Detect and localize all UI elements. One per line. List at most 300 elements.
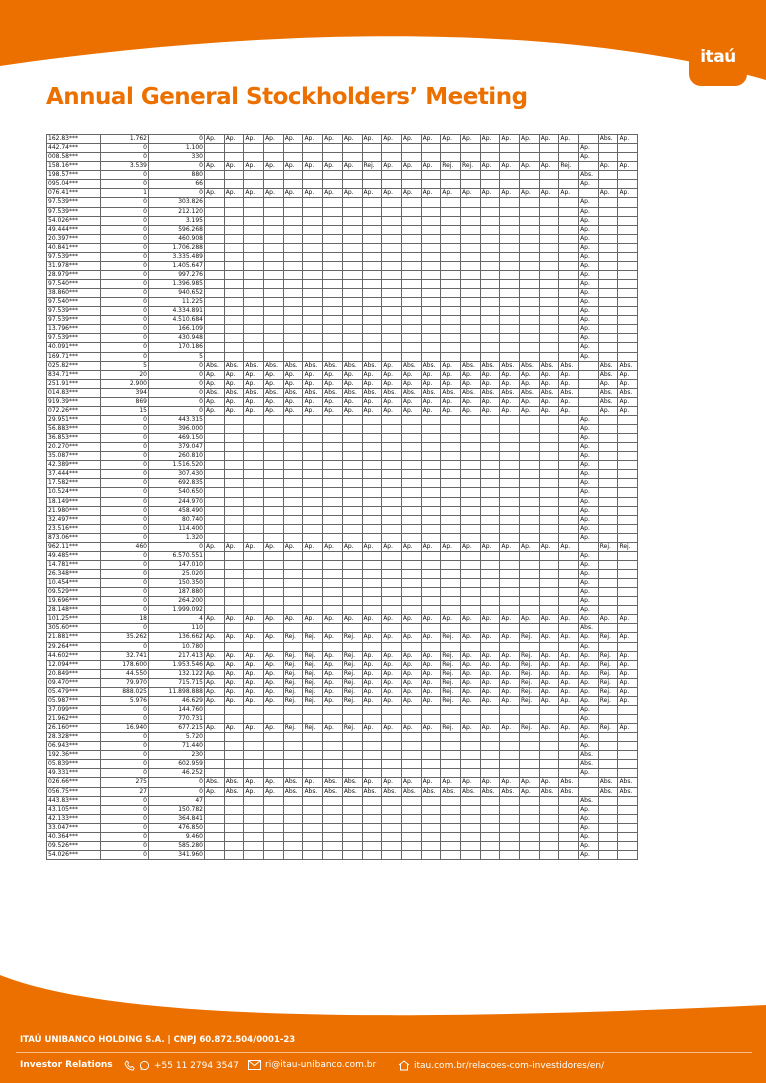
vote-cell xyxy=(520,850,540,859)
vote-cell xyxy=(500,588,520,597)
table-row xyxy=(47,434,658,443)
vote-cell xyxy=(520,624,540,633)
share-count-cell: 0 xyxy=(149,778,205,787)
vote-cell: Abs. xyxy=(224,388,244,397)
vote-cell: Abs. xyxy=(598,787,618,796)
vote-cell: Ap. xyxy=(579,651,599,660)
vote-cell xyxy=(303,289,323,298)
share-count-cell: 0 xyxy=(101,814,149,823)
share-count-cell: 4.334.891 xyxy=(149,307,205,316)
vote-cell: Rej. xyxy=(283,678,303,687)
vote-cell xyxy=(559,805,579,814)
share-count-cell: 0 xyxy=(101,850,149,859)
vote-cell: Ap. xyxy=(579,289,599,298)
vote-cell xyxy=(441,551,461,560)
vote-cell xyxy=(559,243,579,252)
share-count-cell: 0 xyxy=(101,325,149,334)
vote-cell xyxy=(283,216,303,225)
vote-cell xyxy=(539,252,559,261)
vote-cell xyxy=(500,243,520,252)
vote-cell: Ap. xyxy=(579,615,599,624)
vote-cell: Ap. xyxy=(205,678,225,687)
vote-cell xyxy=(539,216,559,225)
vote-cell xyxy=(500,805,520,814)
table-row xyxy=(47,533,658,542)
share-count-cell: 9.460 xyxy=(149,832,205,841)
table-row xyxy=(47,370,658,379)
share-count-cell: 0 xyxy=(101,570,149,579)
vote-cell xyxy=(421,252,441,261)
vote-cell: Ap. xyxy=(323,162,343,171)
vote-cell xyxy=(362,570,382,579)
vote-cell: Ap. xyxy=(421,189,441,198)
vote-cell xyxy=(264,597,284,606)
vote-cell xyxy=(224,343,244,352)
vote-cell xyxy=(598,497,618,506)
vote-cell xyxy=(362,144,382,153)
vote-cell xyxy=(323,742,343,751)
vote-cell xyxy=(244,497,264,506)
vote-cell: Ap. xyxy=(205,787,225,796)
table-row xyxy=(47,733,658,742)
holder-id-cell: 40.091*** xyxy=(47,343,101,352)
vote-cell xyxy=(244,760,264,769)
vote-cell: Ap. xyxy=(520,189,540,198)
vote-cell xyxy=(421,624,441,633)
vote-cell xyxy=(598,316,618,325)
vote-cell xyxy=(303,850,323,859)
vote-cell xyxy=(323,497,343,506)
vote-cell: Ap. xyxy=(460,189,480,198)
vote-cell xyxy=(323,479,343,488)
vote-cell: Abs. xyxy=(303,787,323,796)
vote-cell xyxy=(441,805,461,814)
vote-cell xyxy=(224,171,244,180)
vote-cell xyxy=(303,198,323,207)
vote-cell xyxy=(520,289,540,298)
vote-cell xyxy=(244,415,264,424)
vote-cell xyxy=(342,198,362,207)
vote-cell xyxy=(283,316,303,325)
vote-cell xyxy=(244,144,264,153)
vote-cell xyxy=(460,760,480,769)
vote-cell xyxy=(264,452,284,461)
vote-cell xyxy=(224,425,244,434)
vote-cell: Abs. xyxy=(421,787,441,796)
vote-cell xyxy=(205,715,225,724)
vote-cell xyxy=(460,588,480,597)
share-count-cell: 260.810 xyxy=(149,452,205,461)
share-count-cell: 0 xyxy=(101,280,149,289)
vote-cell: Ap. xyxy=(224,162,244,171)
holder-id-cell: 26.348*** xyxy=(47,570,101,579)
vote-cell xyxy=(480,760,500,769)
vote-cell xyxy=(362,461,382,470)
holder-id-cell: 05.839*** xyxy=(47,760,101,769)
vote-cell xyxy=(559,796,579,805)
vote-cell: Ap. xyxy=(460,724,480,733)
vote-cell: Ap. xyxy=(579,316,599,325)
holder-id-cell: 076.41*** xyxy=(47,189,101,198)
vote-cell xyxy=(342,180,362,189)
vote-cell: Abs. xyxy=(598,370,618,379)
vote-cell xyxy=(362,434,382,443)
vote-cell: Ap. xyxy=(382,660,402,669)
vote-cell: Ap. xyxy=(244,370,264,379)
share-count-cell: 0 xyxy=(101,352,149,361)
share-count-cell: 430.948 xyxy=(149,334,205,343)
vote-cell xyxy=(520,415,540,424)
vote-cell xyxy=(244,823,264,832)
vote-cell xyxy=(480,144,500,153)
phone-number: +55 11 2794 3547 xyxy=(154,1060,239,1071)
vote-cell: Abs. xyxy=(618,388,638,397)
vote-cell xyxy=(480,560,500,569)
vote-cell xyxy=(480,171,500,180)
vote-cell: Ap. xyxy=(205,651,225,660)
vote-cell xyxy=(559,153,579,162)
vote-cell xyxy=(598,751,618,760)
vote-cell: Ap. xyxy=(579,243,599,252)
vote-cell: Ap. xyxy=(559,651,579,660)
vote-cell xyxy=(283,207,303,216)
vote-cell xyxy=(401,533,421,542)
table-row xyxy=(47,216,658,225)
vote-cell: Ap. xyxy=(224,696,244,705)
vote-cell: Ap. xyxy=(520,370,540,379)
share-count-cell: 0 xyxy=(101,234,149,243)
vote-cell: Ap. xyxy=(421,651,441,660)
vote-cell xyxy=(520,198,540,207)
holder-id-cell: 443.83*** xyxy=(47,796,101,805)
vote-cell: Rej. xyxy=(303,651,323,660)
vote-cell xyxy=(224,198,244,207)
vote-cell xyxy=(244,814,264,823)
vote-cell: Abs. xyxy=(342,787,362,796)
vote-cell xyxy=(382,606,402,615)
vote-cell xyxy=(224,316,244,325)
table-row xyxy=(47,724,658,733)
vote-cell xyxy=(401,742,421,751)
vote-cell xyxy=(342,470,362,479)
vote-cell xyxy=(520,579,540,588)
holder-id-cell: 14.781*** xyxy=(47,560,101,569)
vote-cell xyxy=(342,796,362,805)
vote-cell xyxy=(401,551,421,560)
table-row xyxy=(47,542,658,551)
vote-cell xyxy=(401,796,421,805)
vote-cell xyxy=(520,606,540,615)
vote-cell: Ap. xyxy=(579,814,599,823)
table-row xyxy=(47,832,658,841)
vote-cell: Ap. xyxy=(323,696,343,705)
vote-cell xyxy=(539,144,559,153)
vote-cell xyxy=(205,434,225,443)
vote-cell: Ap. xyxy=(303,370,323,379)
vote-cell: Ap. xyxy=(500,778,520,787)
vote-cell: Abs. xyxy=(342,388,362,397)
vote-cell: Ap. xyxy=(441,778,461,787)
share-count-cell: 187.880 xyxy=(149,588,205,597)
vote-cell xyxy=(421,153,441,162)
vote-cell xyxy=(401,560,421,569)
vote-cell: Ap. xyxy=(460,687,480,696)
vote-cell xyxy=(441,524,461,533)
vote-cell xyxy=(264,280,284,289)
vote-cell xyxy=(618,642,638,651)
share-count-cell: 10.780 xyxy=(149,642,205,651)
vote-cell: Ap. xyxy=(421,397,441,406)
vote-cell: Ap. xyxy=(244,660,264,669)
vote-cell xyxy=(303,153,323,162)
vote-cell: Ap. xyxy=(539,379,559,388)
vote-cell xyxy=(618,325,638,334)
email-address: ri@itau-unibanco.com.br xyxy=(265,1060,377,1070)
vote-cell xyxy=(224,733,244,742)
vote-cell xyxy=(598,579,618,588)
vote-cell: Ap. xyxy=(579,633,599,642)
vote-cell xyxy=(460,289,480,298)
vote-cell: Ap. xyxy=(480,370,500,379)
website-link[interactable] xyxy=(398,1060,604,1071)
vote-cell: Ap. xyxy=(500,370,520,379)
vote-cell xyxy=(264,551,284,560)
vote-cell: Ap. xyxy=(579,225,599,234)
vote-cell xyxy=(618,841,638,850)
vote-cell xyxy=(598,144,618,153)
vote-cell xyxy=(244,597,264,606)
vote-cell: Ap. xyxy=(480,696,500,705)
vote-cell xyxy=(382,461,402,470)
phone-contact[interactable] xyxy=(124,1060,239,1071)
share-count-cell: 5.720 xyxy=(149,733,205,742)
vote-cell: Ap. xyxy=(401,162,421,171)
vote-cell: Ap. xyxy=(579,705,599,714)
vote-cell xyxy=(421,597,441,606)
vote-cell xyxy=(283,234,303,243)
vote-cell: Ap. xyxy=(244,778,264,787)
vote-cell xyxy=(303,733,323,742)
vote-cell xyxy=(539,551,559,560)
vote-cell xyxy=(342,225,362,234)
vote-cell: Ap. xyxy=(421,542,441,551)
investor-relations-text: Investor Relations xyxy=(20,1060,113,1070)
vote-cell: Ap. xyxy=(264,162,284,171)
vote-cell xyxy=(401,624,421,633)
vote-cell xyxy=(460,796,480,805)
vote-cell: Ap. xyxy=(205,406,225,415)
vote-cell xyxy=(224,597,244,606)
vote-cell xyxy=(303,334,323,343)
vote-cell xyxy=(303,606,323,615)
vote-cell: Abs. xyxy=(579,624,599,633)
vote-cell xyxy=(579,189,599,198)
vote-cell: Rej. xyxy=(283,669,303,678)
share-count-cell: 0 xyxy=(101,715,149,724)
vote-cell xyxy=(342,560,362,569)
vote-cell xyxy=(362,307,382,316)
vote-cell xyxy=(520,751,540,760)
vote-cell xyxy=(382,497,402,506)
vote-cell xyxy=(500,715,520,724)
vote-cell xyxy=(224,153,244,162)
vote-cell xyxy=(244,334,264,343)
vote-cell xyxy=(283,524,303,533)
vote-cell xyxy=(598,597,618,606)
vote-cell: Ap. xyxy=(244,379,264,388)
table-row xyxy=(47,850,658,859)
share-count-cell: 0 xyxy=(101,434,149,443)
vote-cell xyxy=(264,814,284,823)
vote-cell xyxy=(480,515,500,524)
vote-cell xyxy=(283,760,303,769)
vote-cell: Ap. xyxy=(303,406,323,415)
vote-cell xyxy=(618,334,638,343)
vote-cell xyxy=(264,760,284,769)
vote-cell xyxy=(500,261,520,270)
vote-cell xyxy=(500,606,520,615)
vote-cell xyxy=(283,425,303,434)
vote-cell xyxy=(539,705,559,714)
vote-cell xyxy=(520,642,540,651)
vote-cell xyxy=(598,624,618,633)
vote-cell: Ap. xyxy=(520,542,540,551)
vote-cell: Rej. xyxy=(520,678,540,687)
vote-cell: Abs. xyxy=(205,388,225,397)
vote-cell: Rej. xyxy=(598,542,618,551)
vote-cell xyxy=(421,488,441,497)
vote-cell xyxy=(244,606,264,615)
vote-cell xyxy=(244,751,264,760)
vote-cell: Abs. xyxy=(460,361,480,370)
vote-cell xyxy=(342,207,362,216)
vote-cell xyxy=(460,261,480,270)
share-count-cell: 0 xyxy=(149,361,205,370)
vote-cell: Abs. xyxy=(323,787,343,796)
vote-cell xyxy=(205,234,225,243)
table-row xyxy=(47,461,658,470)
vote-cell xyxy=(441,452,461,461)
vote-cell xyxy=(441,751,461,760)
vote-cell xyxy=(362,814,382,823)
vote-cell: Ap. xyxy=(579,334,599,343)
table-row xyxy=(47,406,658,415)
share-count-cell: 3.539 xyxy=(101,162,149,171)
vote-cell: Abs. xyxy=(539,787,559,796)
vote-cell xyxy=(460,225,480,234)
vote-cell xyxy=(283,325,303,334)
vote-cell xyxy=(382,343,402,352)
share-count-cell: 35.262 xyxy=(101,633,149,642)
vote-cell: Ap. xyxy=(421,135,441,144)
share-count-cell: 27 xyxy=(101,787,149,796)
vote-cell xyxy=(441,624,461,633)
vote-cell: Ap. xyxy=(579,261,599,270)
vote-cell: Ap. xyxy=(539,687,559,696)
vote-cell xyxy=(598,715,618,724)
vote-cell: Ap. xyxy=(342,189,362,198)
vote-cell xyxy=(618,769,638,778)
holder-id-cell: 54.026*** xyxy=(47,850,101,859)
vote-cell xyxy=(303,180,323,189)
vote-cell xyxy=(362,642,382,651)
vote-cell: Rej. xyxy=(283,696,303,705)
share-count-cell: 20 xyxy=(101,370,149,379)
vote-cell xyxy=(382,443,402,452)
vote-cell: Ap. xyxy=(598,406,618,415)
page-title: Annual General Stockholders’ Meeting xyxy=(46,84,528,110)
holder-id-cell: 162.83*** xyxy=(47,135,101,144)
vote-cell: Ap. xyxy=(401,135,421,144)
vote-cell xyxy=(460,316,480,325)
table-row xyxy=(47,135,658,144)
vote-cell xyxy=(460,252,480,261)
vote-cell xyxy=(421,497,441,506)
vote-cell xyxy=(500,796,520,805)
share-count-cell: 0 xyxy=(149,787,205,796)
vote-cell xyxy=(342,144,362,153)
vote-cell: Ap. xyxy=(382,406,402,415)
vote-cell: Ap. xyxy=(205,135,225,144)
vote-cell xyxy=(382,280,402,289)
vote-cell: Ap. xyxy=(421,778,441,787)
vote-cell xyxy=(520,261,540,270)
email-contact[interactable] xyxy=(248,1060,376,1070)
vote-cell xyxy=(224,624,244,633)
vote-cell xyxy=(382,252,402,261)
vote-cell xyxy=(421,551,441,560)
vote-cell xyxy=(480,570,500,579)
vote-cell xyxy=(401,325,421,334)
vote-cell xyxy=(539,443,559,452)
vote-cell xyxy=(421,742,441,751)
vote-cell xyxy=(460,153,480,162)
table-row xyxy=(47,823,658,832)
vote-cell xyxy=(303,624,323,633)
vote-cell: Ap. xyxy=(205,397,225,406)
vote-cell: Ap. xyxy=(401,669,421,678)
vote-cell: Ap. xyxy=(480,724,500,733)
share-count-cell: 1.396.985 xyxy=(149,280,205,289)
vote-cell xyxy=(421,352,441,361)
vote-cell xyxy=(244,434,264,443)
vote-cell xyxy=(480,180,500,189)
vote-cell xyxy=(342,814,362,823)
vote-cell xyxy=(598,832,618,841)
vote-cell xyxy=(283,814,303,823)
vote-cell xyxy=(559,551,579,560)
vote-cell xyxy=(618,343,638,352)
vote-cell xyxy=(421,841,441,850)
vote-cell xyxy=(205,606,225,615)
vote-cell: Ap. xyxy=(500,696,520,705)
vote-cell: Ap. xyxy=(579,642,599,651)
vote-cell: Abs. xyxy=(283,787,303,796)
vote-cell xyxy=(618,560,638,569)
vote-cell: Abs. xyxy=(539,388,559,397)
vote-cell xyxy=(618,180,638,189)
holder-id-cell: 33.047*** xyxy=(47,823,101,832)
vote-cell xyxy=(362,850,382,859)
share-count-cell: 0 xyxy=(101,225,149,234)
vote-cell xyxy=(382,452,402,461)
vote-cell xyxy=(205,452,225,461)
vote-cell: Ap. xyxy=(362,669,382,678)
vote-cell xyxy=(283,415,303,424)
vote-cell xyxy=(480,588,500,597)
vote-cell: Ap. xyxy=(323,542,343,551)
share-count-cell: 114.400 xyxy=(149,524,205,533)
